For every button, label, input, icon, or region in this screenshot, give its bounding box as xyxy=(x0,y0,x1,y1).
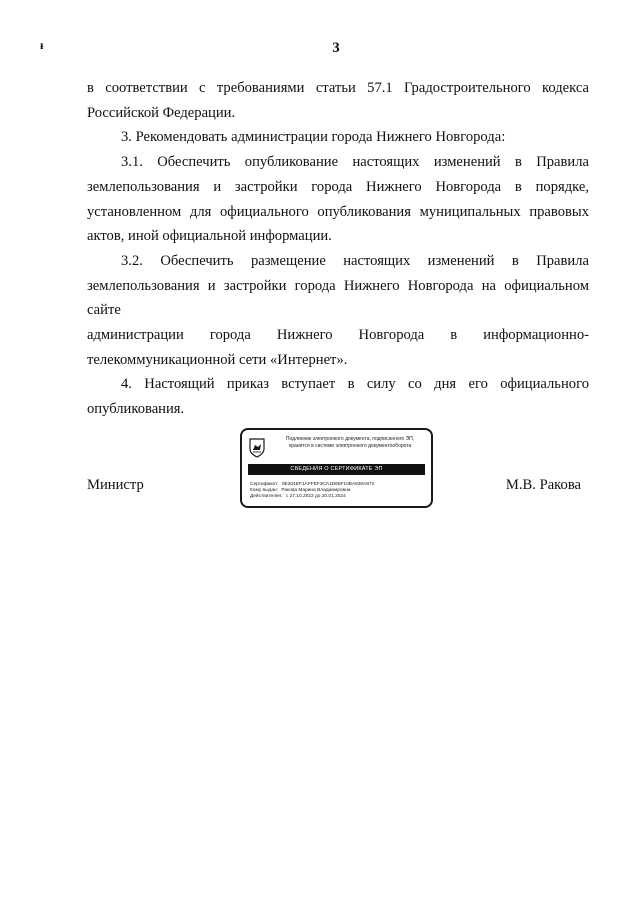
paragraph-3-line-4: актов, иной официальной информации. xyxy=(87,228,332,245)
document-body xyxy=(87,76,589,422)
paragraph-5 xyxy=(87,372,589,421)
paragraph-1-line-2: Российской Федерации. xyxy=(87,104,236,121)
paragraph-3 xyxy=(87,150,589,249)
paragraph-1 xyxy=(87,76,589,125)
paragraph-3-line-1: 3.1. Обеспечить опубликование настоящих изменений в Правила xyxy=(121,154,589,171)
page-number: 3 xyxy=(332,40,340,56)
stamp-issued-value: Ракова Марина Владимировна xyxy=(281,488,351,494)
stamp-cert-label: Сертификат: xyxy=(250,482,279,487)
paragraph-4-line-2: землепользования и застройки города Нижнего Новгорода на официальном сайте xyxy=(87,277,589,319)
stamp-header xyxy=(270,436,430,450)
electronic-signature-stamp xyxy=(240,428,433,508)
stamp-details xyxy=(250,482,374,501)
paragraph-2 xyxy=(87,125,589,150)
stamp-valid-value: с 27.10.2022 до 20.01.2024 xyxy=(285,494,346,500)
paragraph-3-line-2: землепользования и застройки города Нижнего Новгорода в порядке, xyxy=(87,178,589,195)
paragraph-1-line-1: в соответствии с требованиями статьи 57.1 Градостроительного кодекса xyxy=(87,80,589,96)
signer-name: М.В. Ракова xyxy=(505,477,581,493)
paragraph-4-line-3: администрации города Нижнего Новгорода в информационно- xyxy=(87,327,589,344)
paragraph-5-line-2: опубликования. xyxy=(87,401,185,418)
paragraph-5-line-1: 4. Настоящий приказ вступает в силу со дня его официального xyxy=(121,376,589,393)
paragraph-4-line-4: телекоммуникационной сети «Интернет». xyxy=(87,351,348,368)
stamp-valid-row xyxy=(250,494,374,500)
stamp-header-line-1: Подлинник электронного документа, подписанного ЭП, xyxy=(285,436,415,442)
paragraph-2-text: 3. Рекомендовать администрации города Нижнего Новгорода: xyxy=(121,129,506,146)
corner-mark: ᵻ xyxy=(40,38,44,52)
stamp-cert-value: 0E204EF1AFFEF3CA1D65F10BA930A872 xyxy=(281,482,375,487)
stamp-valid-label: Действителен: xyxy=(250,494,283,500)
paragraph-4 xyxy=(87,249,589,373)
stamp-issued-label: Кому выдан: xyxy=(250,488,278,494)
stamp-title-bar: СВЕДЕНИЯ О СЕРТИФИКАТЕ ЭП xyxy=(248,464,425,475)
coat-of-arms-icon xyxy=(249,438,265,458)
stamp-header-line-2: хранится в системе электронного документооборота xyxy=(288,443,412,449)
signer-position: Министр xyxy=(87,477,144,493)
paragraph-4-line-1: 3.2. Обеспечить размещение настоящих изменений в Правила xyxy=(121,252,589,269)
paragraph-3-line-3: установленном для официального опубликования муниципальных правовых xyxy=(87,203,589,220)
